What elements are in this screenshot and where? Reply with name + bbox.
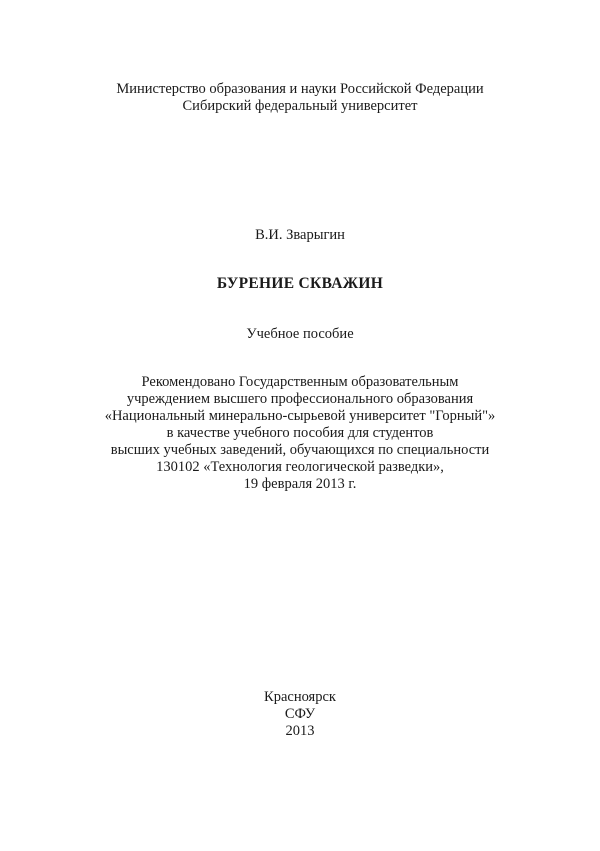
ministry-line: Министерство образования и науки Российской Федерации [116, 81, 484, 97]
imprint-publisher: СФУ [284, 706, 316, 722]
recommendation-block [0, 374, 600, 493]
book-title: БУРЕНИЕ СКВАЖИН [216, 275, 384, 292]
recommendation-line: высших учебных заведений, обучающихся по специальности [110, 442, 490, 458]
book-subtitle: Учебное пособие [246, 326, 354, 342]
author-name: В.И. Зварыгин [255, 227, 345, 243]
recommendation-line: 19 февраля 2013 г. [243, 476, 357, 492]
university-line: Сибирский федеральный университет [182, 97, 418, 114]
imprint-city: Красноярск [264, 689, 336, 705]
recommendation-line: учреждением высшего профессионального образования [126, 391, 474, 407]
recommendation-line: «Национальный минерально-сырьевой университет "Горный"» [104, 408, 496, 424]
recommendation-line: 130102 «Технология геологической разведки», [156, 459, 444, 475]
subtitle-block [0, 326, 600, 343]
recommendation-line: в качестве учебного пособия для студентов [166, 425, 434, 441]
recommendation-line: Рекомендовано Государственным образовательным [141, 374, 459, 390]
imprint-year: 2013 [285, 723, 315, 739]
author-block [0, 227, 600, 244]
imprint-block [0, 689, 600, 740]
title-block [0, 276, 600, 293]
header-block [0, 81, 600, 114]
